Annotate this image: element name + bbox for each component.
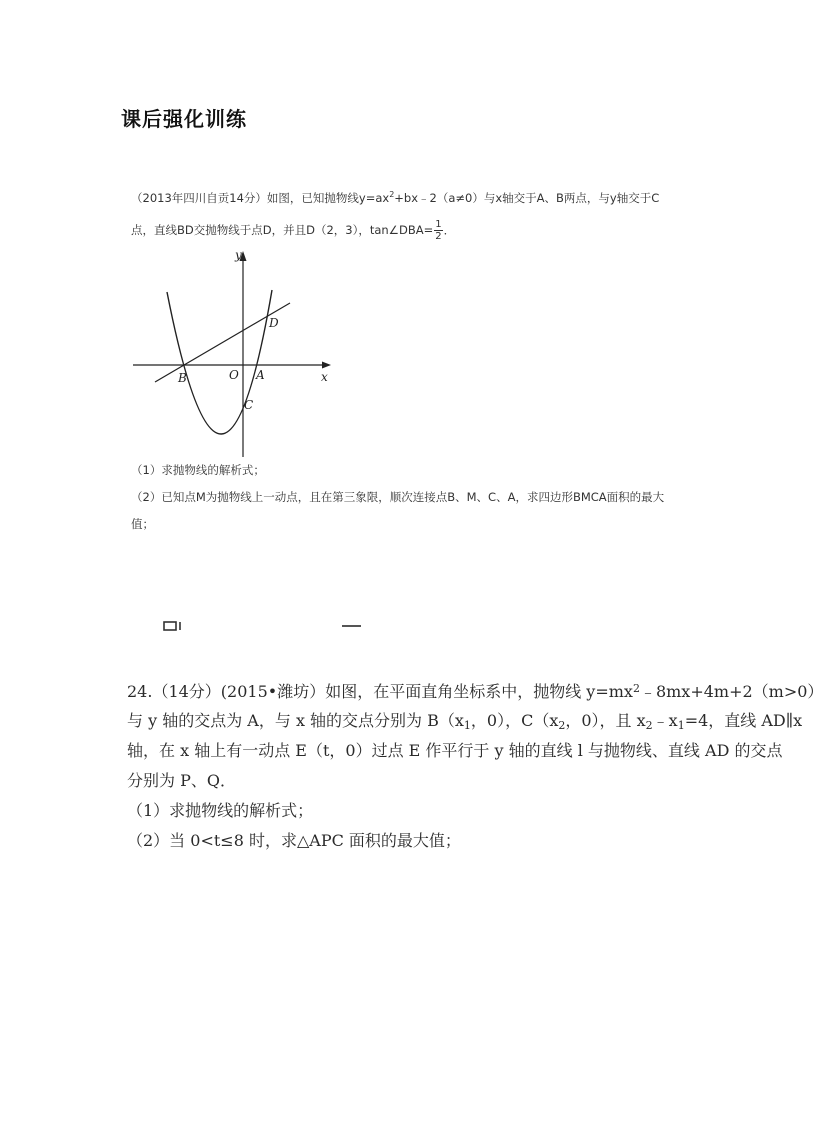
problem1-line2: 点，直线BD交抛物线于点D，并且D（2，3），tan∠DBA= $\frac{1}{2}$ ． — [131, 219, 456, 242]
label-y: y — [235, 248, 242, 262]
cropped-fragment-left — [163, 620, 188, 630]
label-o: O — [229, 368, 239, 382]
page-heading: 课后强化训练 — [121, 107, 247, 131]
problem1-question2-line2: 值； — [131, 517, 154, 531]
problem2-line1: 24.（14分）(2015•潍坊）如图，在平面直角坐标系中，抛物线 $y=mx^2﹣8mx+4m+2(m>0)$ — [127, 682, 823, 701]
fraction-one-half: $\frac{1}{2}$ — [435, 219, 442, 242]
problem2-line4: 分别为 P、Q． — [127, 771, 236, 790]
problem1-question2-line1: （2）已知点M为抛物线上一动点，且在第三象限，顺次连接点B、M、C、A，求四边形BMCA面积的最大 — [131, 490, 665, 504]
label-d: D — [269, 316, 279, 330]
label-b: B — [178, 371, 187, 385]
cropped-fragment-right — [341, 620, 366, 630]
line-bd — [155, 303, 290, 382]
problem2-line3: 轴，在 x 轴上有一动点 E（t，0）过点 E 作平行于 y 轴的直线 l 与抛物线、直线 AD 的交点 — [127, 741, 783, 760]
problem1-question1: （1）求抛物线的解析式； — [131, 463, 265, 477]
problem1-line1: （2013年四川自贡14分）如图，已知抛物线$y=ax^2+bx﹣2(a\ne 0)$与x轴交于A、B两点，与y轴交于C — [131, 190, 660, 205]
problem2-line2: 与 y 轴的交点为 A，与 x 轴的交点分别为 $B(x_1$，0），$C(x_2$，0），且 $x_2﹣x_1=4$，直线 AD∥x — [127, 711, 803, 732]
parabola-curve — [167, 290, 272, 434]
label-a: A — [256, 368, 265, 382]
label-x: x — [321, 370, 328, 384]
problem2-question2: （2）当 0<t≤8 时，求△APC 面积的最大值； — [127, 831, 461, 850]
label-c: C — [244, 398, 254, 412]
problem2-question1: （1）求抛物线的解析式； — [127, 801, 314, 820]
parabola-figure — [125, 245, 340, 460]
